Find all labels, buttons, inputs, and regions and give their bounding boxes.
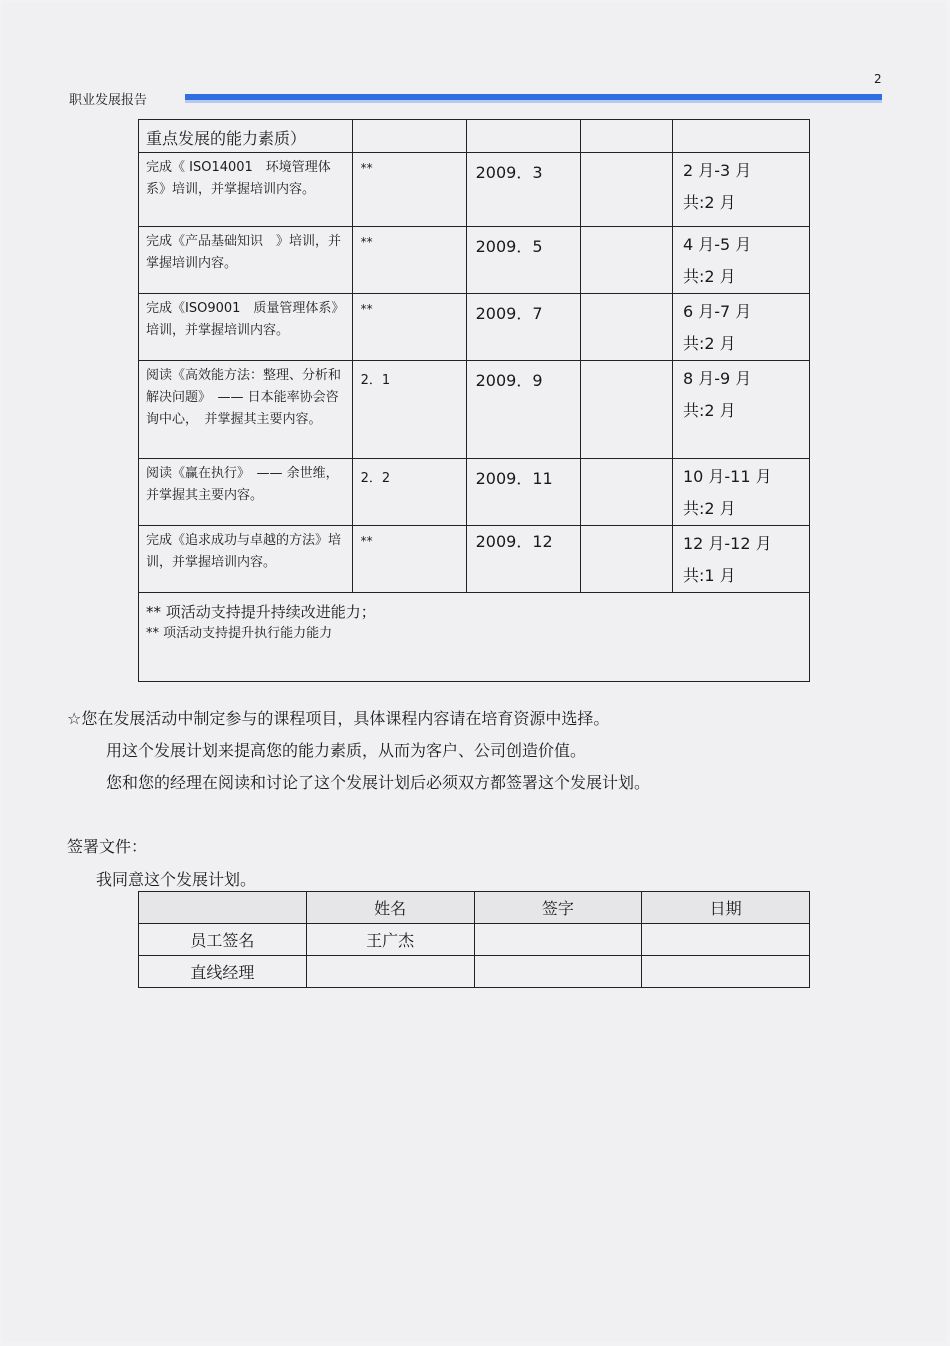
period-cell: 12 月-12 月 共:1 月 [672, 526, 809, 593]
code-cell: ** [352, 153, 466, 227]
activity-cell: 阅读《高效能方法：整理、分析和解决问题》 —— 日本能率协会咨询中心， 并掌握其主要内容。 [139, 361, 353, 459]
table-row [139, 361, 810, 459]
role-cell: 员工签名 [139, 924, 307, 956]
table-row [139, 153, 810, 227]
notes-row [139, 593, 810, 682]
table-row [139, 459, 810, 526]
role-cell: 直线经理 [139, 956, 307, 988]
date-cell [642, 924, 810, 956]
code-cell: ** [352, 227, 466, 294]
header-cell: 日期 [642, 892, 810, 924]
date-cell: 2009．12 [466, 526, 580, 593]
code-cell: ** [352, 526, 466, 593]
date-cell [642, 956, 810, 988]
date-cell: 2009．5 [466, 227, 580, 294]
table-row [139, 924, 810, 956]
instruction-paragraph-1: ☆您在发展活动中制定参与的课程项目，具体课程内容请在培育资源中选择。 [67, 709, 610, 728]
date-cell: 2009．3 [466, 153, 580, 227]
activity-cell: 完成《 ISO14001 环境管理体系》培训，并掌握培训内容。 [139, 153, 353, 227]
period-cell: 2 月-3 月 共:2 月 [672, 153, 809, 227]
period-cell: 10 月-11 月 共:2 月 [672, 459, 809, 526]
note-line-1: ** 项活动支持提升持续改进能力； [146, 603, 376, 621]
date-cell: 2009．7 [466, 294, 580, 361]
header-cell: 姓名 [306, 892, 474, 924]
table-row [139, 526, 810, 593]
code-cell: ** [352, 294, 466, 361]
note-line-2: ** 项活动支持提升执行能力能力 [146, 626, 333, 641]
sign-heading: 签署文件： [67, 837, 148, 856]
period-cell: 4 月-5 月 共:2 月 [672, 227, 809, 294]
date-cell: 2009．11 [466, 459, 580, 526]
signature-cell [474, 924, 642, 956]
instruction-paragraph-3: 您和您的经理在阅读和讨论了这个发展计划后必须双方都签署这个发展计划。 [106, 773, 651, 792]
period-cell: 8 月-9 月 共:2 月 [672, 361, 809, 459]
signature-cell [474, 956, 642, 988]
activity-cell: 完成《产品基础知识 》培训，并掌握培训内容。 [139, 227, 353, 294]
activity-cell: 完成《追求成功与卓越的方法》培训，并掌握培训内容。 [139, 526, 353, 593]
code-cell: 2．1 [352, 361, 466, 459]
instruction-paragraph-2: 用这个发展计划来提高您的能力素质，从而为客户、公司创造价值。 [106, 741, 587, 760]
period-cell: 6 月-7 月 共:2 月 [672, 294, 809, 361]
table-header-row [139, 120, 810, 153]
name-cell: 王广杰 [306, 924, 474, 956]
activity-cell: 完成《ISO9001 质量管理体系》培训，并掌握培训内容。 [139, 294, 353, 361]
code-cell: 2．2 [352, 459, 466, 526]
table-row [139, 956, 810, 988]
date-cell: 2009．9 [466, 361, 580, 459]
page-number: 2 [874, 72, 882, 86]
agree-statement: 我同意这个发展计划。 [96, 870, 257, 889]
development-plan-table [138, 119, 810, 682]
table-row [139, 294, 810, 361]
signature-header-row [139, 892, 810, 924]
header-title: 职业发展报告 [69, 93, 148, 108]
header-cell [139, 892, 307, 924]
name-cell [306, 956, 474, 988]
header-cell: 签字 [474, 892, 642, 924]
header-bar [185, 94, 882, 103]
table-row [139, 227, 810, 294]
activity-cell: 阅读《赢在执行》 —— 余世维，并掌握其主要内容。 [139, 459, 353, 526]
signature-table [138, 891, 810, 988]
table-header-label: 重点发展的能力素质） [146, 129, 307, 148]
